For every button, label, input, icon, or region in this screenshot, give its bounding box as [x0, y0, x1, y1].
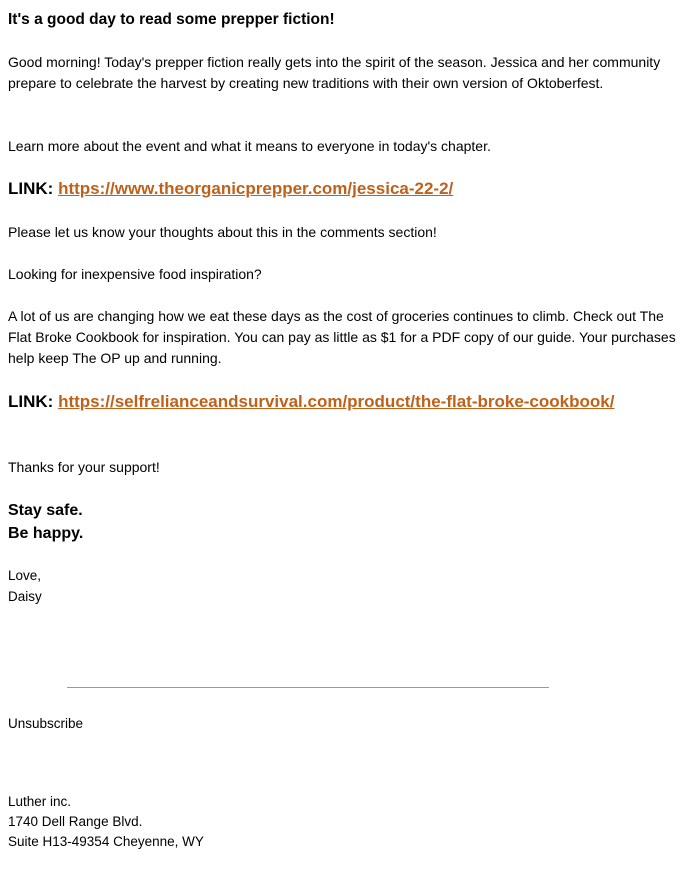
closing-love: Love, [8, 568, 42, 583]
cookbook-link[interactable]: https://selfrelianceandsurvival.com/product/the-flat-broke-cookbook/ [58, 392, 615, 411]
footer-divider [67, 687, 549, 688]
link-line-2 [8, 390, 648, 413]
intro-paragraph: Good morning! Today's prepper fiction really gets into the spirit of the season. Jessica and her community prepare to celebrate the harvest by creating new traditions with their own version of Oktoberfest. [8, 54, 661, 91]
footer-address-line2: Suite H13-49354 Cheyenne, WY [8, 834, 204, 849]
food-question-paragraph: Looking for inexpensive food inspiration? [8, 266, 262, 282]
signoff-stay-safe: Stay safe. [8, 502, 83, 519]
footer-address-line1: 1740 Dell Range Blvd. [8, 814, 143, 829]
email-heading: It's a good day to read some prepper fiction! [8, 11, 335, 28]
learn-more-paragraph: Learn more about the event and what it means to everyone in today's chapter. [8, 138, 491, 154]
link-line-1 [8, 177, 648, 200]
unsubscribe-link[interactable]: Unsubscribe [8, 716, 84, 731]
unsubscribe-wrap [8, 714, 83, 734]
link-label-1: LINK: [8, 179, 54, 198]
closing-name: Daisy [8, 589, 42, 604]
thanks-paragraph: Thanks for your support! [8, 459, 160, 475]
link-label-2: LINK: [8, 392, 54, 411]
comments-paragraph: Please let us know your thoughts about this in the comments section! [8, 224, 437, 240]
signoff-be-happy: Be happy. [8, 525, 84, 542]
fiction-chapter-link[interactable]: https://www.theorganicprepper.com/jessica-22-2/ [58, 179, 454, 198]
cookbook-paragraph: A lot of us are changing how we eat these days as the cost of groceries continues to climb. Check out The Flat Broke Cookbook for inspiration. You can pay as little as $1 for a PDF copy of our guide. Your purchases help keep The OP up and running. [8, 308, 676, 366]
footer-company: Luther inc. [8, 794, 72, 809]
